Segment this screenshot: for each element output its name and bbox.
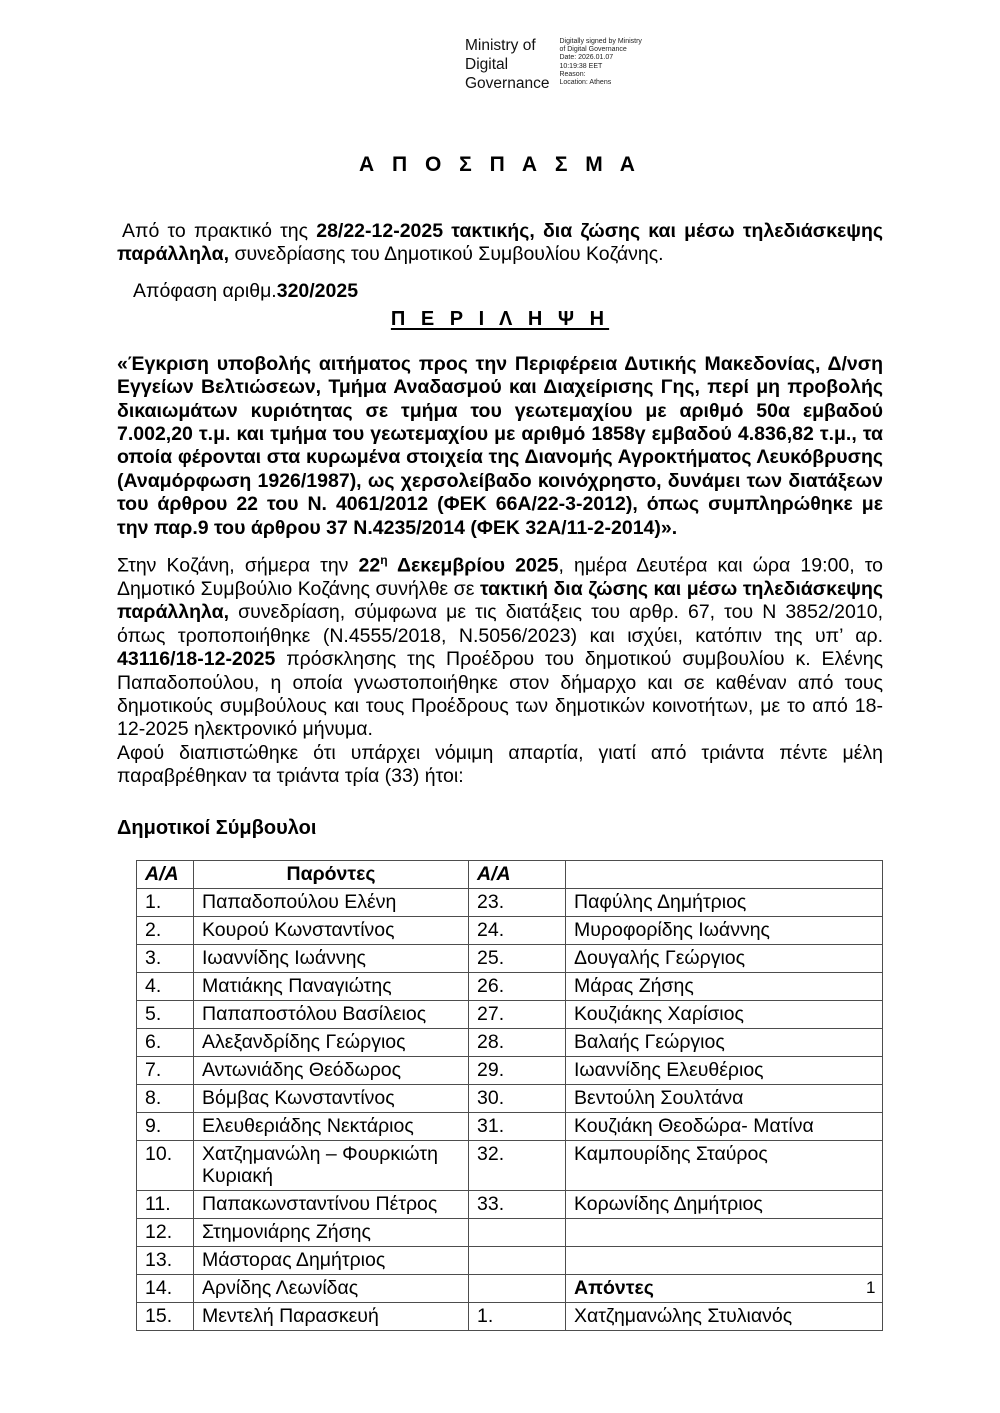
document-content: [0, 153, 1000, 1331]
text-segment: Στην Κοζάνη, σήμερα την: [117, 554, 359, 577]
row-number-cell: 8.: [137, 1084, 194, 1112]
text-segment: Δεκεμβρίου 2025: [387, 554, 559, 577]
signature-detail-line: 10:19:38 EET: [559, 62, 603, 70]
row-number-cell: 1.: [469, 1302, 566, 1330]
member-name-cell: Ελευθεριάδης Νεκτάριος: [194, 1112, 469, 1140]
table-row: [137, 1084, 883, 1112]
member-name-cell: [566, 1246, 883, 1274]
signature-authority: [465, 36, 549, 93]
council-table-body: [137, 888, 883, 1330]
text-segment: πρόσκλησης της Προέδρου του δημοτικού συμβουλίου κ. Ελένης Παπαδοπούλου, η οποία γνωστοποιήθηκε στον δήμαρχο και σε καθέναν από τους δημοτικούς συμβούλους και τους Προέδρους των δημοτικών κοινοτήτων, με το από 18-12-2025 ηλεκτρονικό μήνυμα.: [117, 648, 883, 741]
member-name-cell: Αρνίδης Λεωνίδας: [194, 1274, 469, 1302]
row-number-cell: 15.: [137, 1302, 194, 1330]
row-number-cell: 6.: [137, 1028, 194, 1056]
member-name-cell: Παπαδοπούλου Ελένη: [194, 888, 469, 916]
row-number-cell: 10.: [137, 1140, 194, 1190]
text-segment: συνεδρίασης του Δημοτικού Συμβουλίου Κοζάνης.: [229, 243, 664, 266]
row-number-cell: 5.: [137, 1000, 194, 1028]
summary-paragraph: «Έγκριση υποβολής αιτήματος προς την Περιφέρεια Δυτικής Μακεδονίας, Δ/νση Εγγείων Βελτιώσεων, Τμήμα Αναδασμού και Διαχείρισης Γης, περί μη προβολής δικαιωμάτων κυριότητας σε τμήμα του γεωτεμαχίου με αριθμό 50α εμβαδού 7.002,20 τ.μ. και τμήμα του γεωτεμαχίου με αριθμό 1858γ εμβαδού 4.836,82 τ.μ., τα οποία φέρονται στα κυρωμένα στοιχεία της Διανομής Αγροκτήματος Λευκόβρυσης (Αναμόρφωση 1926/1987), ως χερσολείβαδο κοινόχρηστο, δυνάμει των διατάξεων του άρθρου 22 του Ν. 4061/2012 (ΦΕΚ 66Α/22-3-2012), όπως συμπληρώθηκε με την παρ.9 του άρθρου 37 Ν.4235/2014 (ΦΕΚ 32Α/11-2-2014)».: [117, 352, 883, 539]
intro-paragraph: [117, 220, 883, 267]
table-row: [137, 1246, 883, 1274]
row-number-cell: 11.: [137, 1190, 194, 1218]
table-row: [137, 888, 883, 916]
row-number-cell: 12.: [137, 1218, 194, 1246]
member-name-cell: Ιωαννίδης Ελευθέριος: [566, 1056, 883, 1084]
summary-heading: Π Ε Ρ Ι Λ Η Ψ Η: [390, 307, 610, 330]
text-segment: , ημέρα Δευτέρα και ώρα 19:00, το Δημοτικό Συμβούλιο Κοζάνης συνήλθε σε: [117, 554, 883, 600]
member-name-cell: Ματιάκης Παναγιώτης: [194, 972, 469, 1000]
member-name-cell: Δουγαλής Γεώργιος: [566, 944, 883, 972]
row-number-cell: [469, 1246, 566, 1274]
text-segment: 28/22-12-2025 τακτικής, δια ζώσης και μέσω τηλεδιάσκεψης παράλληλα,: [117, 220, 883, 266]
row-number-cell: 9.: [137, 1112, 194, 1140]
row-number-cell: 13.: [137, 1246, 194, 1274]
digital-signature-block: [465, 36, 642, 93]
decision-number-line: [117, 280, 883, 303]
row-number-cell: 31.: [469, 1112, 566, 1140]
row-number-cell: 4.: [137, 972, 194, 1000]
signature-detail-line: Digitally signed by Ministry: [559, 38, 642, 45]
table-row: [137, 1028, 883, 1056]
row-number-cell: 26.: [469, 972, 566, 1000]
text-segment: η: [380, 553, 388, 568]
header-aa-right: Α/Α: [469, 860, 566, 888]
row-number-cell: 30.: [469, 1084, 566, 1112]
table-row: [137, 1218, 883, 1246]
header-present: Παρόντες: [194, 860, 469, 888]
text-segment: 22: [358, 554, 381, 577]
member-name-cell: Στημονιάρης Ζήσης: [194, 1218, 469, 1246]
row-number-cell: 2.: [137, 916, 194, 944]
table-row: [137, 944, 883, 972]
row-number-cell: 32.: [469, 1140, 566, 1190]
text-segment: συνεδρίαση, σύμφωνα με τις διατάξεις του αρθρ. 67, του Ν 3852/2010, όπως τροποποιήθηκε (Ν.4555/2018, Ν.5056/2023) και ισχύει, κατόπιν της υπ’ αρ.: [117, 601, 883, 647]
row-number-cell: [469, 1274, 566, 1302]
table-row: [137, 1274, 883, 1302]
row-number-cell: 24.: [469, 916, 566, 944]
member-name-cell: Αντωνιάδης Θεόδωρος: [194, 1056, 469, 1084]
signature-authority-line: Ministry of: [465, 37, 536, 54]
row-number-cell: 23.: [469, 888, 566, 916]
row-number-cell: 33.: [469, 1190, 566, 1218]
table-row: [137, 1302, 883, 1330]
row-number-cell: 7.: [137, 1056, 194, 1084]
table-row: [137, 916, 883, 944]
member-name-cell: Βεντούλη Σουλτάνα: [566, 1084, 883, 1112]
council-members-heading: Δημοτικοί Σύμβουλοι: [117, 816, 317, 839]
document-title: Α Π Ο Σ Π Α Σ Μ Α: [359, 153, 641, 176]
member-name-cell: Μεντελή Παρασκευή: [194, 1302, 469, 1330]
member-name-cell: Καμπουρίδης Σταύρος: [566, 1140, 883, 1190]
signature-detail-line: Date: 2026.01.07: [559, 54, 614, 62]
member-name-cell: Μάρας Ζήσης: [566, 972, 883, 1000]
member-name-cell: Παπακωνσταντίνου Πέτρος: [194, 1190, 469, 1218]
table-row: [137, 1112, 883, 1140]
decision-number: 320/2025: [276, 279, 359, 302]
signature-detail-line: of Digital Governance: [559, 46, 627, 54]
row-number-cell: [469, 1218, 566, 1246]
quorum-paragraph: Αφού διαπιστώθηκε ότι υπάρχει νόμιμη απαρτία, γιατί από τριάντα πέντε μέλη παραβρέθηκαν τα τριάντα τρία (33) ήτοι:: [117, 741, 883, 788]
row-number-cell: 27.: [469, 1000, 566, 1028]
table-row: [137, 1056, 883, 1084]
row-number-cell: 3.: [137, 944, 194, 972]
header-blank: [566, 860, 883, 888]
row-number-cell: 28.: [469, 1028, 566, 1056]
member-name-cell: Αλεξανδρίδης Γεώργιος: [194, 1028, 469, 1056]
decision-label: Απόφαση αριθμ.: [133, 279, 277, 302]
member-name-cell: Κουρού Κωνσταντίνος: [194, 916, 469, 944]
member-name-cell: Ιωαννίδης Ιωάννης: [194, 944, 469, 972]
member-name-cell: Χατζημανώλης Στυλιανός: [566, 1302, 883, 1330]
member-name-cell: Παφύλης Δημήτριος: [566, 888, 883, 916]
row-number-cell: 1.: [137, 888, 194, 916]
table-row: [137, 1000, 883, 1028]
signature-detail-line: Reason:: [559, 70, 586, 78]
signature-authority-line: Digital: [465, 56, 509, 73]
table-row: [137, 1140, 883, 1190]
member-name-cell: Παπαποστόλου Βασίλειος: [194, 1000, 469, 1028]
text-segment: 43116/18-12-2025: [117, 648, 276, 671]
member-name-cell: [566, 1218, 883, 1246]
row-number-cell: 25.: [469, 944, 566, 972]
member-name-cell: Μάστορας Δημήτριος: [194, 1246, 469, 1274]
member-name-cell: Βαλαής Γεώργιος: [566, 1028, 883, 1056]
session-paragraph: [117, 549, 883, 742]
row-number-cell: 14.: [137, 1274, 194, 1302]
text-segment: Από το πρακτικό της: [122, 220, 317, 242]
table-row: [137, 1190, 883, 1218]
table-row: [137, 972, 883, 1000]
header-aa-left: Α/Α: [137, 860, 194, 888]
member-name-cell: Μυροφορίδης Ιωάννης: [566, 916, 883, 944]
member-name-cell: Κορωνίδης Δημήτριος: [566, 1190, 883, 1218]
signature-detail-line: Location: Athens: [559, 79, 612, 87]
text-segment: τακτική δια ζώσης και μέσω τηλεδιάσκεψης παράλληλα,: [117, 577, 884, 624]
table-header-row: [137, 860, 883, 888]
member-name-cell: Κουζιάκη Θεοδώρα- Ματίνα: [566, 1112, 883, 1140]
member-name-cell: Βόμβας Κωνσταντίνος: [194, 1084, 469, 1112]
signature-authority-line: Governance: [465, 75, 550, 92]
signature-details: [559, 36, 641, 93]
member-name-cell: Χατζημανώλη – Φουρκιώτη Κυριακή: [194, 1140, 469, 1190]
attendance-table: [136, 860, 883, 1331]
member-name-cell: Κουζιάκης Χαρίσιος: [566, 1000, 883, 1028]
row-number-cell: 29.: [469, 1056, 566, 1084]
member-name-cell: Απόντες: [566, 1274, 883, 1302]
page-number: 1: [866, 1278, 876, 1297]
